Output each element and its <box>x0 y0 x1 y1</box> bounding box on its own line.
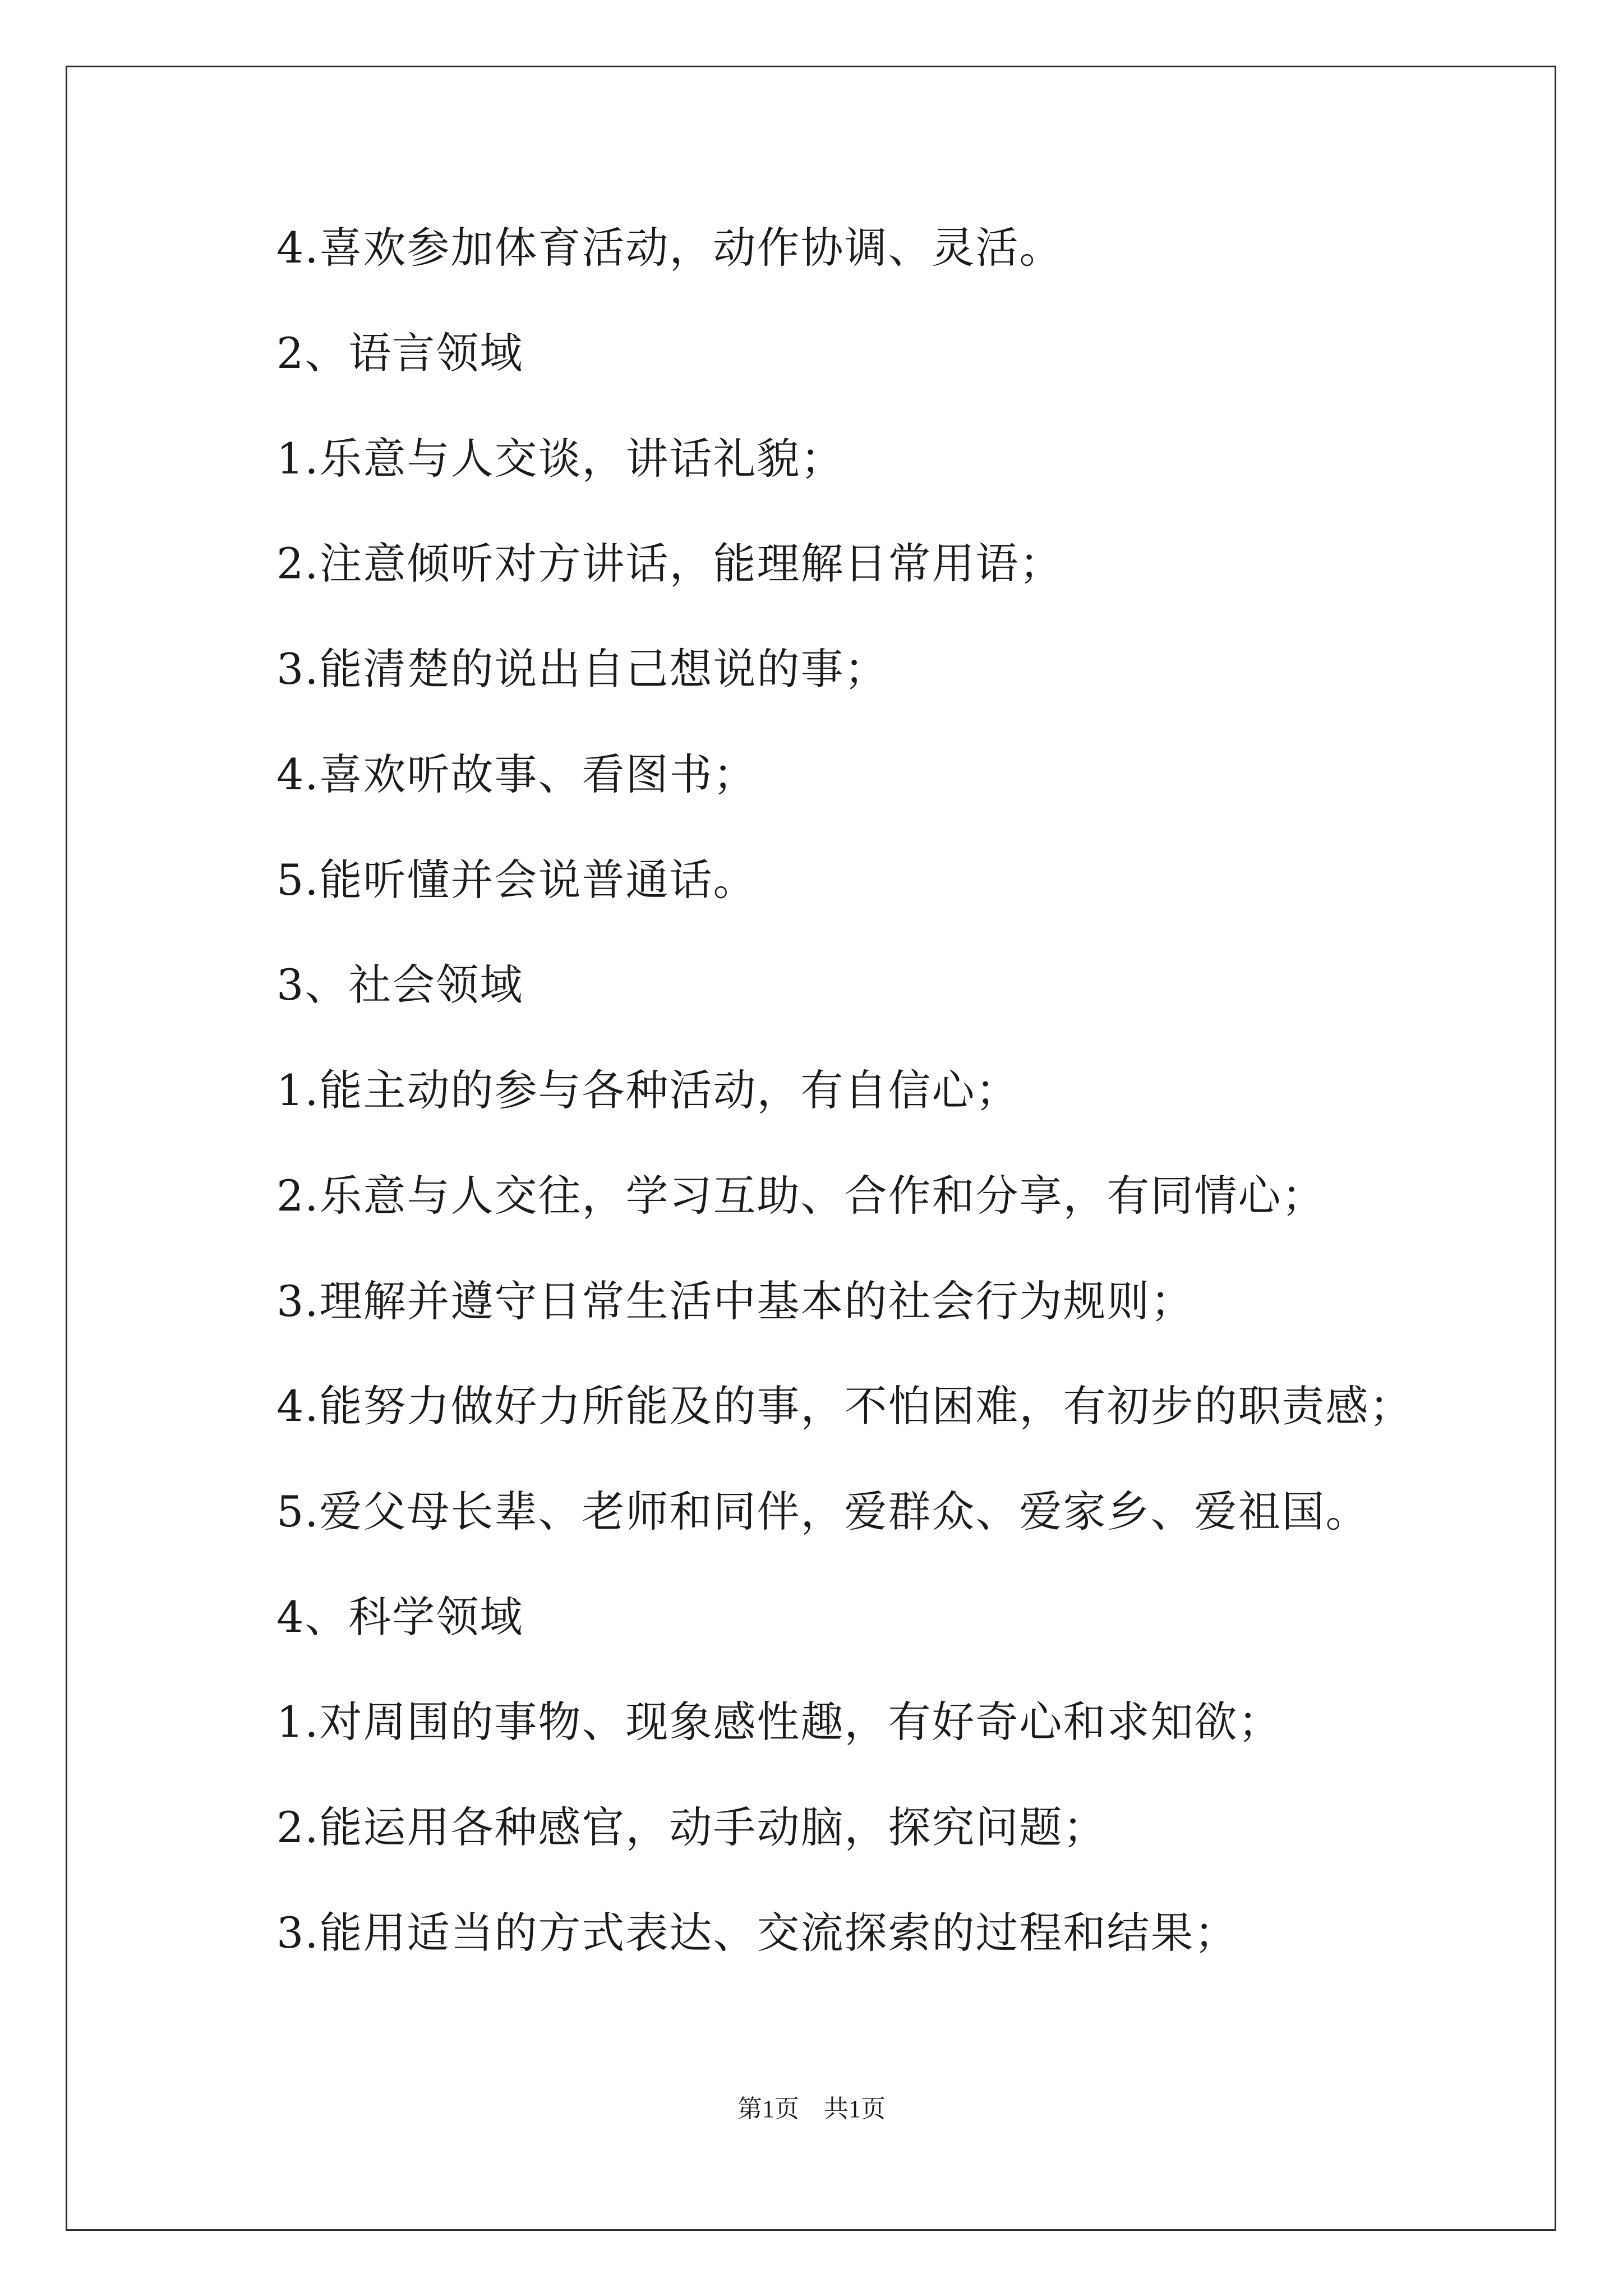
list-item: 1.能主动的参与各种活动，有自信心； <box>276 1065 1020 1115</box>
list-item: 1.对周围的事物、现象感性趣，有好奇心和求知欲； <box>276 1697 1282 1747</box>
list-item: 2.能运用各种感官，动手动脑，探究问题； <box>276 1802 1107 1852</box>
list-item: 4.能努力做好力所能及的事，不怕困难，有初步的职责感； <box>276 1381 1413 1431</box>
section-heading: 4、科学领域 <box>276 1592 524 1642</box>
list-item: 4.喜欢听故事、看图书； <box>276 749 757 799</box>
list-item: 3.能清楚的说出自己想说的事； <box>276 644 888 694</box>
list-item: 1.乐意与人交谈，讲话礼貌； <box>276 434 845 484</box>
section-heading: 2、语言领域 <box>276 328 524 378</box>
list-item: 2.注意倾听对方讲话，能理解日常用语； <box>276 539 1063 588</box>
list-item: 4.喜欢参加体育活动，动作协调、灵活。 <box>276 223 1063 273</box>
list-item: 5.爱父母长辈、老师和同伴，爱群众、爱家乡、爱祖国。 <box>276 1487 1370 1536</box>
page-footer: 第1页 共1页 <box>737 2095 886 2123</box>
list-item: 3.能用适当的方式表达、交流探索的过程和结果； <box>276 1908 1238 1958</box>
list-item: 5.能听懂并会说普通话。 <box>276 855 757 905</box>
list-item: 2.乐意与人交往，学习互助、合作和分享，有同情心； <box>276 1171 1326 1221</box>
list-item: 3.理解并遵守日常生活中基本的社会行为规则； <box>276 1276 1195 1326</box>
section-heading: 3、社会领域 <box>276 960 524 1010</box>
